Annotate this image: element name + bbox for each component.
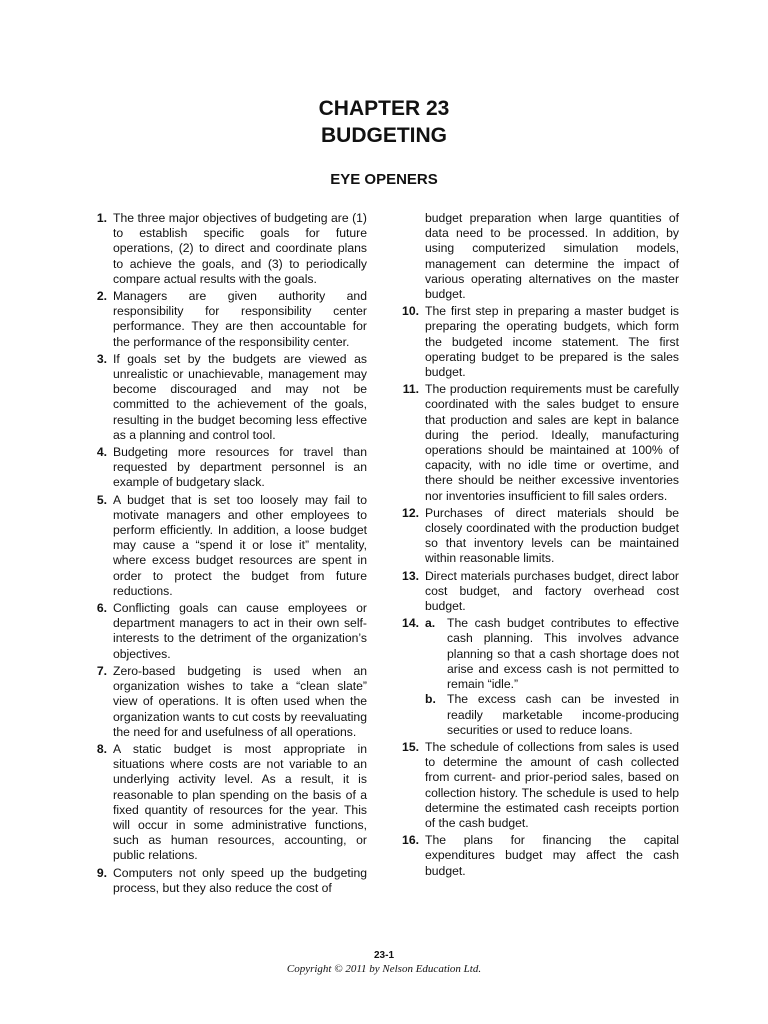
sub-item-label: a. xyxy=(425,616,436,631)
item-number: 16. xyxy=(402,833,419,848)
list-item-6 xyxy=(96,601,367,662)
list-item-15 xyxy=(402,739,679,831)
list-item-3 xyxy=(96,351,367,443)
list-item-1 xyxy=(96,211,367,287)
list-item-10 xyxy=(402,304,679,380)
item-number: 4. xyxy=(96,445,107,460)
item-number: 2. xyxy=(96,289,107,304)
item-text: A static budget is most appropriate in situations where costs are not variable to an underlying activity level. As a result, it is reasonable to plan spending on the basis of a fixed quantity of resources for the year. This will occur in some administrative functions, such as human resources, accounting, or public relations. xyxy=(113,741,367,863)
item-number: 3. xyxy=(96,351,107,366)
item-number: 1. xyxy=(96,211,107,225)
item-text: The schedule of collections from sales is used to determine the amount of cash collected from current- and prior-period sales, based on collection history. The schedule is used to help determine the estimated cash receipts portion of the cash budget. xyxy=(425,739,679,830)
list-item-4 xyxy=(96,445,367,491)
list-item-7 xyxy=(96,663,367,740)
section-heading: EYE OPENERS xyxy=(330,171,438,188)
item-text: The plans for financing the capital expenditures budget may affect the cash budget. xyxy=(425,833,679,878)
item-text: A budget that is set too loosely may fail to motivate managers and other employees to perform efficiently. In addition, a loose budget may cause a “spend it or lose it” mentality, where excess budget resources are spent in order to protect the budget from future reductions. xyxy=(113,492,367,598)
item-text: Conflicting goals can cause employees or department managers to act in their own self-interests to the detriment of the organization’s objectives. xyxy=(113,601,367,661)
copyright-notice: Copyright © 2011 by Nelson Education Ltd. xyxy=(286,963,482,975)
item-number: 9. xyxy=(96,865,107,880)
item-text: The production requirements must be carefully coordinated with the sales budget to ensure that production and sales are kept in balance during the period. Ideally, manufacturing operations should be maintained at 100% of capacity, with no idle time or overtime, and there should be neither excessive inventories nor inventories insufficient to fill sales orders. xyxy=(425,382,679,503)
left-column xyxy=(96,211,367,898)
item-number: 10. xyxy=(402,304,419,319)
item-number: 15. xyxy=(402,739,419,754)
chapter-number: CHAPTER 23 xyxy=(318,97,450,120)
item-number: 13. xyxy=(402,568,419,583)
list-item-8 xyxy=(96,741,367,864)
sub-item-b xyxy=(425,692,679,738)
list-item-9 xyxy=(96,865,367,896)
item-number: 11. xyxy=(402,382,419,397)
item-text: The first step in preparing a master budget is preparing the operating budgets, which form the budgeted income statement. The first operating budget to be prepared is the sales budget. xyxy=(425,304,679,380)
item-number: 8. xyxy=(96,741,107,756)
item-text: Budgeting more resources for travel than requested by department personnel is an example of budgetary slack. xyxy=(113,445,367,490)
item-number: 6. xyxy=(96,601,107,616)
item-text: Direct materials purchases budget, direct labor cost budget, and factory overhead cost budget. xyxy=(425,568,679,614)
right-column xyxy=(402,211,679,881)
sub-item-label: b. xyxy=(425,692,436,707)
list-item-5 xyxy=(96,492,367,599)
page-number: 23-1 xyxy=(373,950,394,961)
list-item-11 xyxy=(402,382,679,504)
chapter-heading xyxy=(0,95,768,149)
list-item-16 xyxy=(402,833,679,879)
item-number: 5. xyxy=(96,492,107,507)
item-number: 7. xyxy=(96,663,107,678)
item-text: Purchases of direct materials should be closely coordinated with the production budget so that inventory levels can be maintained within reasonable limits. xyxy=(425,505,679,566)
item-text: The three major objectives of budgeting are (1) to establish specific goals for future operations, (2) to direct and coordinate plans to achieve the goals, and (3) to periodically compare actual results with the goals. xyxy=(113,211,367,286)
chapter-title: BUDGETING xyxy=(321,124,447,147)
item-number: 12. xyxy=(402,505,419,520)
sub-item-a xyxy=(425,616,679,692)
item-number: 14. xyxy=(402,616,419,631)
list-item-2 xyxy=(96,289,367,350)
item-text: Zero-based budgeting is used when an organization wishes to take a “clean slate” view of operations. It is often used when the organization wants to cut costs by reevaluating the need for and usefulness of all operations. xyxy=(113,663,367,739)
sub-item-text: The cash budget contributes to effective cash planning. This involves advance planning so that a cash shortage does not arise and excess cash is not permitted to remain “idle.” xyxy=(447,616,679,692)
list-item-12 xyxy=(402,505,679,567)
item-9-continuation: budget preparation when large quantities of data need to be processed. In addition, by using computerized simulation models, management can determine the impact of various operating alternatives on the master budget. xyxy=(425,211,679,302)
list-item-14 xyxy=(402,616,679,738)
item-text: Computers not only speed up the budgeting process, but they also reduce the cost of xyxy=(113,865,367,895)
item-text: Managers are given authority and responsibility for responsibility center performance. They are then accountable for the performance of the responsibility center. xyxy=(113,289,367,349)
item-text: If goals set by the budgets are viewed as unrealistic or unachievable, management may become discouraged and may not be committed to the achievement of the goals, resulting in the budget becoming less effective as a planning and control tool. xyxy=(113,351,367,442)
list-item-13 xyxy=(402,568,679,615)
sub-item-text: The excess cash can be invested in readily marketable income-producing securities or used to reduce loans. xyxy=(447,692,679,737)
